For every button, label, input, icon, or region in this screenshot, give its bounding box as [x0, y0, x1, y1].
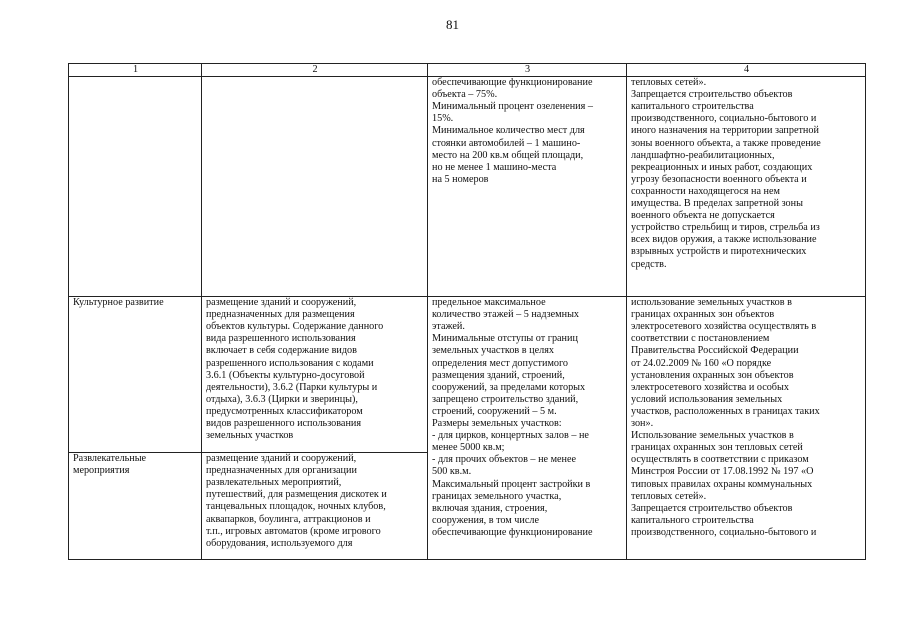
text-line: стоянки автомобилей – 1 машино-: [432, 137, 581, 149]
text-line: взрывных устройств и пиротехнических: [631, 246, 807, 258]
text-line: предельное максимальное: [432, 297, 546, 309]
row3-description-cell: [202, 453, 428, 560]
text-line: - для цирков, концертных залов – не: [432, 430, 589, 442]
text-line: типовых правилах охраны коммунальных: [631, 478, 813, 490]
text-line: этажей.: [432, 321, 465, 333]
row3-description-text: [206, 453, 424, 550]
column-number-4: 4: [627, 64, 866, 77]
text-line: обеспечивающие функционирование: [432, 77, 593, 89]
text-line: количество этажей – 5 надземных: [432, 309, 580, 321]
text-line: Минимальное количество мест для: [432, 125, 585, 137]
column-number-1: 1: [69, 64, 202, 77]
text-line: размещение зданий и сооружений,: [206, 453, 357, 465]
text-line: условий использования земельных: [631, 393, 783, 405]
text-line: электросетевого хозяйства осуществлять в: [631, 321, 817, 333]
text-line: запрещено строительство зданий,: [432, 393, 579, 405]
text-line: Минстроя России от 17.08.1992 № 197 «О: [631, 466, 814, 478]
text-line: рекреационных и иных работ, создающих: [631, 161, 813, 173]
text-line: Использование земельных участков в: [631, 430, 794, 442]
table-row-cultural-development: [69, 297, 866, 453]
text-line: менее 5000 кв.м;: [432, 442, 505, 454]
text-line: аквапарков, боулинга, аттракционов и: [206, 513, 371, 525]
text-line: Максимальный процент застройки в: [432, 478, 591, 490]
text-line: земельных участков: [206, 430, 294, 442]
column-number-3: 3: [428, 64, 627, 77]
text-line: всех видов оружия, а также использование: [631, 234, 817, 246]
text-line: строений, сооружений – 5 м.: [432, 405, 557, 417]
text-line: но не менее 1 машино-места: [432, 161, 557, 173]
text-line: тепловых сетей».: [631, 77, 707, 89]
text-line: сооружений, за пределами которых: [432, 381, 586, 393]
row1-restrictions-cell: [627, 77, 866, 297]
text-line: соответствии с постановлением: [631, 333, 770, 345]
row3-use-type-name: Развлекательные мероприятия: [69, 453, 202, 560]
text-line: сохранности находящегося на нем: [631, 185, 780, 197]
text-line: развлекательных мероприятий,: [206, 477, 342, 489]
text-line: включает в себя содержание видов: [206, 345, 357, 357]
table-header-row: [69, 64, 866, 77]
text-line: электросетевого хозяйства и особых: [631, 381, 789, 393]
column-number-2: 2: [202, 64, 428, 77]
text-line: Запрещается строительство объектов: [631, 89, 793, 101]
row1-parameters-text: [432, 77, 623, 186]
text-line: зоны военного объекта, а также проведение: [631, 137, 821, 149]
text-line: предусмотренных классификатором: [206, 405, 363, 417]
row1-restrictions-text: [631, 77, 862, 271]
text-line: - для прочих объектов – не менее: [432, 454, 577, 466]
text-line: участков, расположенных в границах таких: [631, 405, 820, 417]
row1-col1-empty: [69, 77, 202, 297]
text-line: производственного, социально-бытового и: [631, 113, 817, 125]
text-line: оборудования, используемого для: [206, 537, 353, 549]
text-line: границах земельного участка,: [432, 490, 562, 502]
row2-description-cell: [202, 297, 428, 453]
text-line: путешествий, для размещения дискотек и: [206, 489, 387, 501]
text-line: предназначенных для организации: [206, 465, 357, 477]
text-line: разрешенного использования с кодами: [206, 357, 374, 369]
text-line: сооружения, в том числе: [432, 514, 540, 526]
text-line: включая здания, строения,: [432, 502, 548, 514]
text-line: установления охранных зон объектов: [631, 369, 794, 381]
row2-use-type-name: Культурное развитие: [69, 297, 202, 453]
text-line: видов разрешенного использования: [206, 418, 362, 430]
text-line: Минимальные отступы от границ: [432, 333, 578, 345]
table-row-continuation: [69, 77, 866, 297]
text-line: земельных участков в целях: [432, 345, 554, 357]
text-line: зон».: [631, 418, 654, 430]
text-line: место на 200 кв.м общей площади,: [432, 149, 584, 161]
row2-restrictions-text: [631, 297, 862, 539]
text-line: средств.: [631, 258, 667, 270]
text-line: иного назначения на территории запретной: [631, 125, 819, 137]
text-line: капитального строительства: [631, 101, 754, 113]
text-line: отдыха), 3.6.3 (Цирки и зверинцы),: [206, 393, 358, 405]
text-line: капитального строительства: [631, 514, 754, 526]
text-line: границах охранных зон объектов: [631, 309, 775, 321]
text-line: 3.6.1 (Объекты культурно-досуговой: [206, 369, 365, 381]
text-line: границах охранных зон тепловых сетей: [631, 442, 803, 454]
row2-parameters-cell: [428, 297, 627, 560]
text-line: использование земельных участков в: [631, 297, 792, 309]
text-line: ландшафтно-реабилитационных,: [631, 149, 775, 161]
text-line: 500 кв.м.: [432, 466, 472, 478]
page-number: 81: [446, 17, 459, 32]
text-line: осуществлять в соответствии с приказом: [631, 454, 809, 466]
text-line: производственного, социально-бытового и: [631, 526, 817, 538]
text-line: размещение зданий и сооружений,: [206, 297, 357, 309]
row1-parameters-cell: [428, 77, 627, 297]
text-line: объектов культуры. Содержание данного: [206, 321, 384, 333]
text-line: военного объекта не допускается: [631, 210, 775, 222]
text-line: угрозу безопасности военного объекта и: [631, 173, 807, 185]
text-line: Запрещается строительство объектов: [631, 502, 793, 514]
text-line: определения мест допустимого: [432, 357, 569, 369]
text-line: т.п., игровых автоматов (кроме игрового: [206, 525, 381, 537]
text-line: размещения зданий, строений,: [432, 369, 565, 381]
text-line: Минимальный процент озеленения –: [432, 101, 593, 113]
text-line: объекта – 75%.: [432, 89, 498, 101]
row2-restrictions-cell: [627, 297, 866, 560]
zoning-table: [68, 63, 866, 560]
text-line: танцевальных площадок, ночных клубов,: [206, 501, 386, 513]
text-line: предназначенных для размещения: [206, 309, 355, 321]
text-line: тепловых сетей».: [631, 490, 707, 502]
text-line: имущества. В пределах запретной зоны: [631, 198, 803, 210]
row2-parameters-text: [432, 297, 623, 539]
text-line: на 5 номеров: [432, 173, 489, 185]
text-line: Размеры земельных участков:: [432, 418, 562, 430]
text-line: Правительства Российской Федерации: [631, 345, 799, 357]
text-line: устройство стрельбищ и тиров, стрельба из: [631, 222, 820, 234]
text-line: 15%.: [432, 113, 454, 125]
row1-col2-empty: [202, 77, 428, 297]
text-line: от 24.02.2009 № 160 «О порядке: [631, 357, 772, 369]
text-line: обеспечивающие функционирование: [432, 526, 593, 538]
text-line: вида разрешенного использования: [206, 333, 356, 345]
row2-description-text: [206, 297, 424, 442]
text-line: деятельности), 3.6.2 (Парки культуры и: [206, 381, 378, 393]
